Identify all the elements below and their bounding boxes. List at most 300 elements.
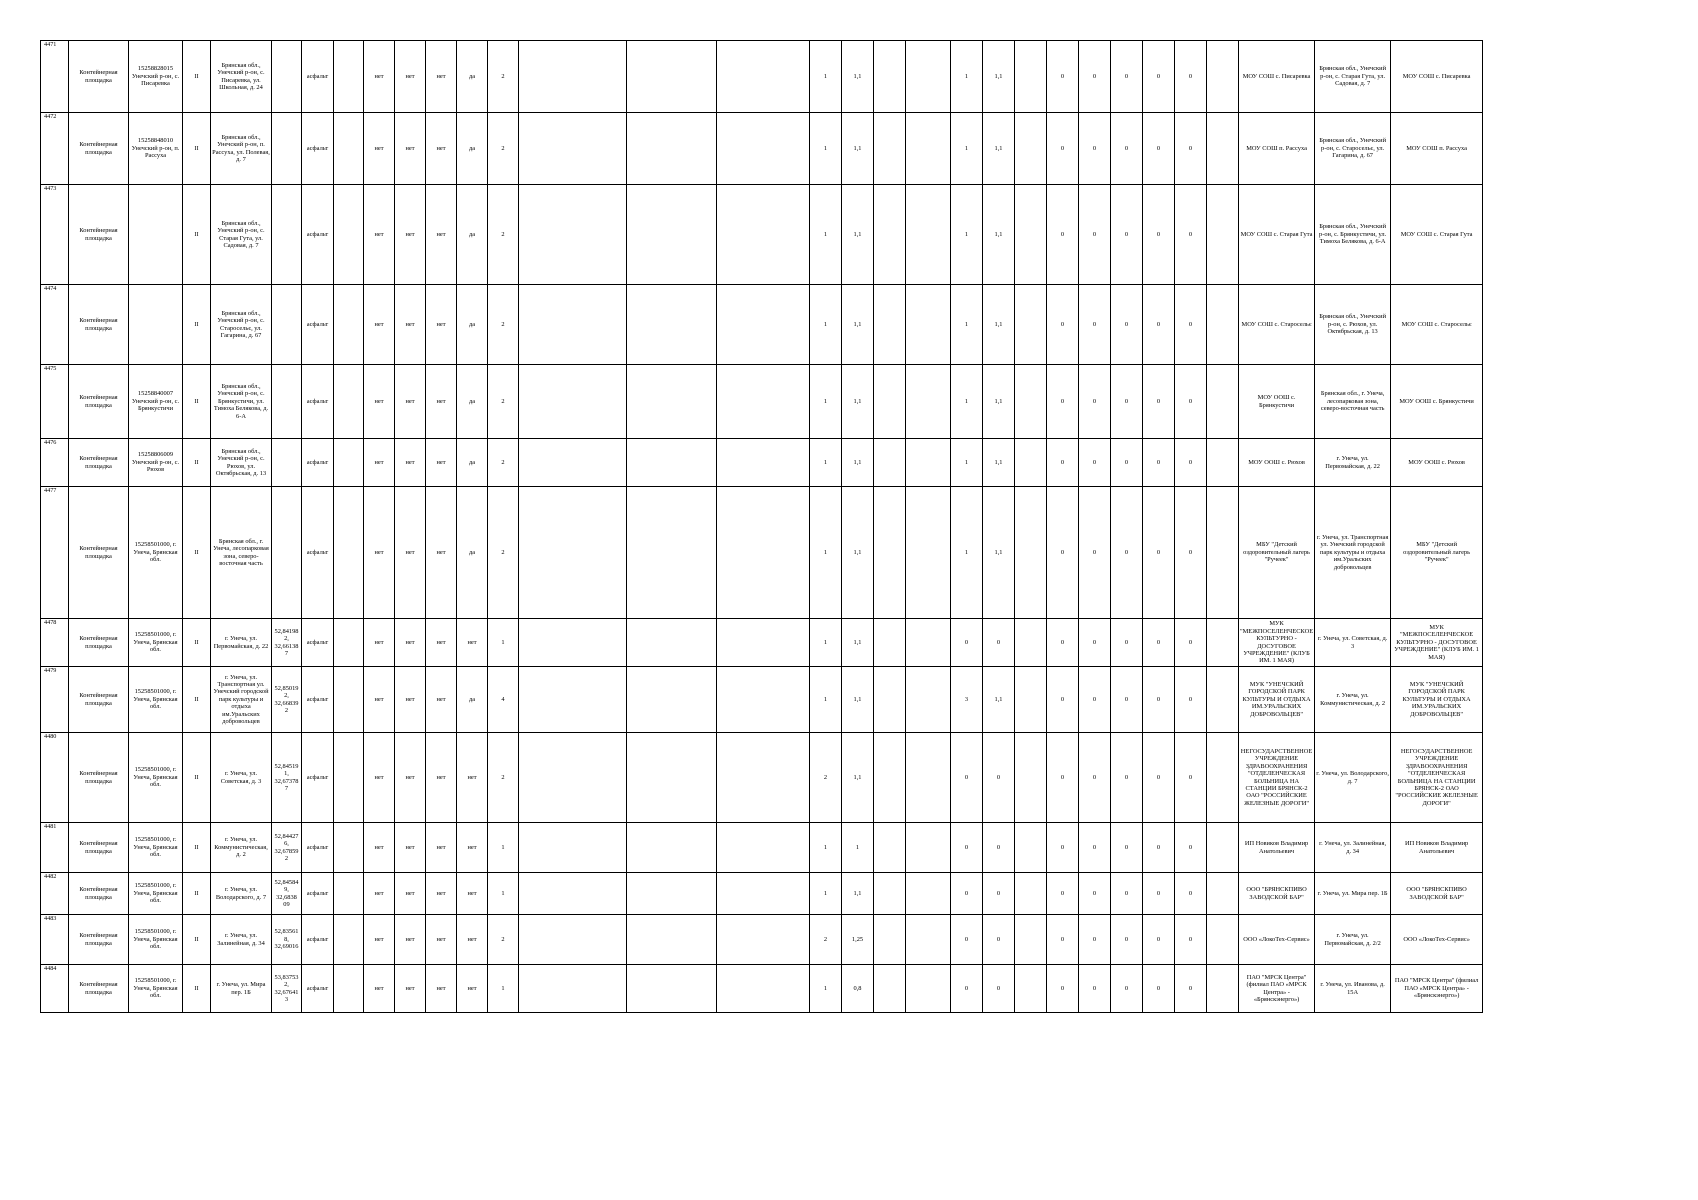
waste-source: ООО «ЛокоТех-Сервис» — [1391, 915, 1483, 965]
zero-value: 0 — [1079, 965, 1111, 1013]
container-count: 1 — [810, 185, 842, 285]
empty-cell — [519, 487, 627, 619]
owner-name: МУК "УНЕЧСКИЙ ГОРОДСКОЙ ПАРК КУЛЬТУРЫ И ОТДЫХА ИМ.УРАЛЬСКИХ ДОБРОВОЛЬЦЕВ" — [1239, 667, 1315, 733]
empty-cell — [1207, 185, 1239, 285]
zero-value: 0 — [1111, 365, 1143, 439]
area-count: 2 — [488, 285, 519, 365]
coordinates — [272, 185, 302, 285]
area-count: 2 — [488, 733, 519, 823]
zero-value: 0 — [1047, 873, 1079, 915]
zero-value: 0 — [1111, 285, 1143, 365]
planned-volume: 0 — [983, 823, 1015, 873]
zero-value: 0 — [1111, 185, 1143, 285]
hazard-class: II — [183, 185, 211, 285]
zero-value: 0 — [1143, 733, 1175, 823]
surface-type: асфальт — [302, 965, 334, 1013]
waste-source: МУК "УНЕЧСКИЙ ГОРОДСКОЙ ПАРК КУЛЬТУРЫ И ОТДЫХА ИМ.УРАЛЬСКИХ ДОБРОВОЛЬЦЕВ" — [1391, 667, 1483, 733]
lighting-flag: нет — [426, 487, 457, 619]
owner-name: МОУ СОШ с. Писаревка — [1239, 41, 1315, 113]
table-row — [41, 439, 1483, 487]
surface-type: асфальт — [302, 439, 334, 487]
empty-cell — [627, 667, 717, 733]
container-count: 1 — [810, 113, 842, 185]
zero-value: 0 — [1175, 873, 1207, 915]
roof-flag: нет — [395, 667, 426, 733]
fence-flag: нет — [364, 823, 395, 873]
roof-flag: нет — [395, 823, 426, 873]
planned-count: 1 — [951, 365, 983, 439]
empty-cell — [1015, 823, 1047, 873]
empty-cell — [334, 439, 364, 487]
empty-cell — [519, 667, 627, 733]
zero-value: 0 — [1111, 873, 1143, 915]
zero-value: 0 — [1175, 965, 1207, 1013]
zero-value: 0 — [1047, 487, 1079, 619]
empty-cell — [874, 915, 906, 965]
container-volume: 1,1 — [842, 113, 874, 185]
roof-flag: нет — [395, 285, 426, 365]
site-address: г. Унеча, ул. Коммунистическая, д. 2 — [211, 823, 272, 873]
zero-value: 0 — [1175, 439, 1207, 487]
empty-cell — [906, 915, 951, 965]
area-count: 2 — [488, 365, 519, 439]
site-type: Контейнерная площадка — [69, 619, 129, 667]
empty-cell — [1015, 285, 1047, 365]
hazard-class: II — [183, 619, 211, 667]
access-flag: нет — [457, 619, 488, 667]
owner-address: г. Унеча, ул. Первомайская, д. 2/2 — [1315, 915, 1391, 965]
surface-type: асфальт — [302, 365, 334, 439]
waste-source: ИП Новиков Владимир Анатольевич — [1391, 823, 1483, 873]
zero-value: 0 — [1175, 285, 1207, 365]
hazard-class: II — [183, 285, 211, 365]
area-count: 2 — [488, 41, 519, 113]
zero-value: 0 — [1143, 185, 1175, 285]
site-address: г. Унеча, ул. Мира пер. 1Б — [211, 965, 272, 1013]
owner-name: НЕГОСУДАРСТВЕННОЕ УЧРЕЖДЕНИЕ ЗДРАВООХРАНЕНИЯ "ОТДЕЛЕНЧЕСКАЯ БОЛЬНИЦА НА СТАНЦИИ БРЯНСК-2 ОАО "РОССИЙСКИЕ ЖЕЛЕЗНЫЕ ДОРОГИ" — [1239, 733, 1315, 823]
planned-count: 0 — [951, 619, 983, 667]
area-count: 1 — [488, 619, 519, 667]
zero-value: 0 — [1047, 965, 1079, 1013]
empty-cell — [1207, 41, 1239, 113]
territory-code: 15258501000, г. Унеча, Брянская обл. — [129, 915, 183, 965]
site-type: Контейнерная площадка — [69, 667, 129, 733]
zero-value: 0 — [1143, 965, 1175, 1013]
empty-cell — [519, 733, 627, 823]
area-count: 1 — [488, 965, 519, 1013]
coordinates — [272, 487, 302, 619]
zero-value: 0 — [1079, 185, 1111, 285]
fence-flag: нет — [364, 965, 395, 1013]
lighting-flag: нет — [426, 965, 457, 1013]
zero-value: 0 — [1111, 619, 1143, 667]
waste-source: МОУ СОШ с. Писаревка — [1391, 41, 1483, 113]
empty-cell — [627, 823, 717, 873]
zero-value: 0 — [1079, 667, 1111, 733]
planned-volume: 0 — [983, 965, 1015, 1013]
owner-address: Брянская обл., Унечский р-он, с. Брянкустичи, ул. Тимоха Белякова, д. 6-А — [1315, 185, 1391, 285]
container-count: 2 — [810, 733, 842, 823]
owner-name: МУК "МЕЖПОСЕЛЕНЧЕСКОЕ КУЛЬТУРНО - ДОСУГОВОЕ УЧРЕЖДЕНИЕ" (КЛУБ ИМ. 1 МАЯ) — [1239, 619, 1315, 667]
empty-cell — [717, 733, 810, 823]
empty-cell — [906, 41, 951, 113]
planned-volume: 1,1 — [983, 439, 1015, 487]
planned-count: 1 — [951, 41, 983, 113]
empty-cell — [874, 439, 906, 487]
surface-type: асфальт — [302, 487, 334, 619]
site-type: Контейнерная площадка — [69, 487, 129, 619]
territory-code: 15258501000, г. Унеча, Брянская обл. — [129, 873, 183, 915]
empty-cell — [906, 365, 951, 439]
site-type: Контейнерная площадка — [69, 185, 129, 285]
waste-source: МОУ СОШ п. Рассуха — [1391, 113, 1483, 185]
access-flag: да — [457, 285, 488, 365]
container-volume: 1,1 — [842, 487, 874, 619]
site-type: Контейнерная площадка — [69, 915, 129, 965]
row-number: 4484 — [41, 965, 69, 1013]
owner-name: ИП Новиков Владимир Анатольевич — [1239, 823, 1315, 873]
access-flag: да — [457, 113, 488, 185]
container-volume: 1,1 — [842, 285, 874, 365]
zero-value: 0 — [1047, 113, 1079, 185]
empty-cell — [1015, 915, 1047, 965]
empty-cell — [717, 823, 810, 873]
empty-cell — [1015, 733, 1047, 823]
zero-value: 0 — [1143, 667, 1175, 733]
coordinates: 52,84519 1, 32,67378 7 — [272, 733, 302, 823]
owner-address: г. Унеча, ул. Первомайская, д. 22 — [1315, 439, 1391, 487]
hazard-class: II — [183, 873, 211, 915]
container-count: 1 — [810, 823, 842, 873]
row-number: 4477 — [41, 487, 69, 619]
roof-flag: нет — [395, 113, 426, 185]
territory-code: 15258828015 Унечский р-он, с. Писаревка — [129, 41, 183, 113]
zero-value: 0 — [1111, 113, 1143, 185]
hazard-class: II — [183, 915, 211, 965]
area-count: 2 — [488, 113, 519, 185]
roof-flag: нет — [395, 965, 426, 1013]
empty-cell — [906, 185, 951, 285]
site-type: Контейнерная площадка — [69, 439, 129, 487]
waste-source: НЕГОСУДАРСТВЕННОЕ УЧРЕЖДЕНИЕ ЗДРАВООХРАНЕНИЯ "ОТДЕЛЕНЧЕСКАЯ БОЛЬНИЦА НА СТАНЦИИ БРЯНСК-2 ОАО "РОССИЙСКИЕ ЖЕЛЕЗНЫЕ ДОРОГИ" — [1391, 733, 1483, 823]
row-number: 4471 — [41, 41, 69, 113]
row-number: 4474 — [41, 285, 69, 365]
coordinates: 53,83753 2, 32,67641 3 — [272, 965, 302, 1013]
site-type: Контейнерная площадка — [69, 285, 129, 365]
empty-cell — [717, 365, 810, 439]
planned-volume: 0 — [983, 915, 1015, 965]
fence-flag: нет — [364, 113, 395, 185]
empty-cell — [874, 185, 906, 285]
owner-address: г. Унеча, ул. Иванова, д. 15А — [1315, 965, 1391, 1013]
zero-value: 0 — [1047, 185, 1079, 285]
access-flag: нет — [457, 873, 488, 915]
zero-value: 0 — [1175, 823, 1207, 873]
table-row — [41, 41, 1483, 113]
site-address: г. Унеча, ул. Залинейная, д. 34 — [211, 915, 272, 965]
access-flag: нет — [457, 915, 488, 965]
roof-flag: нет — [395, 733, 426, 823]
owner-address: г. Унеча, ул. Володарского, д. 7 — [1315, 733, 1391, 823]
area-count: 2 — [488, 439, 519, 487]
territory-code: 15258501000, г. Унеча, Брянская обл. — [129, 965, 183, 1013]
empty-cell — [717, 487, 810, 619]
fence-flag: нет — [364, 185, 395, 285]
empty-cell — [906, 667, 951, 733]
container-volume: 1,1 — [842, 667, 874, 733]
zero-value: 0 — [1111, 965, 1143, 1013]
owner-address: г. Унеча, ул. Коммунистическая, д. 2 — [1315, 667, 1391, 733]
access-flag: нет — [457, 965, 488, 1013]
owner-address: г. Унеча, ул. Транспортная ул. Унечский городской парк культуры и отдыха им.Уральских добровольцев — [1315, 487, 1391, 619]
waste-source: МОУ ООШ с. Брянкустичи — [1391, 365, 1483, 439]
empty-cell — [874, 619, 906, 667]
fence-flag: нет — [364, 619, 395, 667]
zero-value: 0 — [1143, 873, 1175, 915]
owner-name: МОУ СОШ п. Рассуха — [1239, 113, 1315, 185]
planned-count: 0 — [951, 873, 983, 915]
empty-cell — [334, 733, 364, 823]
owner-address: Брянская обл., Унечский р-он, с. Старая Гута, ул. Садовая, д. 7 — [1315, 41, 1391, 113]
empty-cell — [1207, 439, 1239, 487]
planned-volume: 1,1 — [983, 285, 1015, 365]
zero-value: 0 — [1143, 439, 1175, 487]
access-flag: да — [457, 365, 488, 439]
empty-cell — [874, 823, 906, 873]
container-count: 1 — [810, 487, 842, 619]
zero-value: 0 — [1143, 365, 1175, 439]
table-row — [41, 873, 1483, 915]
zero-value: 0 — [1175, 41, 1207, 113]
surface-type: асфальт — [302, 667, 334, 733]
zero-value: 0 — [1079, 285, 1111, 365]
table-row — [41, 667, 1483, 733]
zero-value: 0 — [1111, 487, 1143, 619]
empty-cell — [627, 113, 717, 185]
empty-cell — [334, 41, 364, 113]
coordinates: 52,83561 8, 32,69016 — [272, 915, 302, 965]
lighting-flag: нет — [426, 619, 457, 667]
planned-volume: 0 — [983, 733, 1015, 823]
zero-value: 0 — [1175, 619, 1207, 667]
empty-cell — [519, 113, 627, 185]
area-count: 2 — [488, 915, 519, 965]
empty-cell — [334, 113, 364, 185]
container-sites-table — [40, 40, 1483, 1013]
empty-cell — [519, 915, 627, 965]
zero-value: 0 — [1143, 619, 1175, 667]
empty-cell — [1015, 619, 1047, 667]
owner-name: МОУ СОШ с. Старая Гута — [1239, 185, 1315, 285]
roof-flag: нет — [395, 365, 426, 439]
row-number: 4479 — [41, 667, 69, 733]
empty-cell — [519, 41, 627, 113]
planned-count: 0 — [951, 733, 983, 823]
empty-cell — [1207, 365, 1239, 439]
coordinates: 52,84584 9, 32,6838 09 — [272, 873, 302, 915]
row-number: 4481 — [41, 823, 69, 873]
empty-cell — [1207, 873, 1239, 915]
planned-volume: 1,1 — [983, 41, 1015, 113]
container-volume: 1,1 — [842, 619, 874, 667]
waste-source: ПАО "МРСК Центра" (филиал ПАО «МРСК Центра» - «Брянскэнерго») — [1391, 965, 1483, 1013]
container-volume: 1,1 — [842, 439, 874, 487]
site-address: Брянская обл., г. Унеча, лесопарковая зона, северо-восточная часть — [211, 487, 272, 619]
empty-cell — [906, 733, 951, 823]
lighting-flag: нет — [426, 113, 457, 185]
planned-count: 0 — [951, 823, 983, 873]
area-count: 1 — [488, 873, 519, 915]
container-count: 1 — [810, 285, 842, 365]
waste-source: МОУ ООШ с. Рюхов — [1391, 439, 1483, 487]
empty-cell — [874, 365, 906, 439]
empty-cell — [627, 915, 717, 965]
access-flag: да — [457, 487, 488, 619]
zero-value: 0 — [1175, 667, 1207, 733]
roof-flag: нет — [395, 487, 426, 619]
surface-type: асфальт — [302, 915, 334, 965]
empty-cell — [627, 873, 717, 915]
empty-cell — [1015, 667, 1047, 733]
table-row — [41, 823, 1483, 873]
empty-cell — [1207, 733, 1239, 823]
empty-cell — [1207, 113, 1239, 185]
roof-flag: нет — [395, 915, 426, 965]
empty-cell — [906, 113, 951, 185]
empty-cell — [906, 965, 951, 1013]
planned-count: 1 — [951, 285, 983, 365]
coordinates — [272, 113, 302, 185]
table-row — [41, 733, 1483, 823]
empty-cell — [1015, 487, 1047, 619]
hazard-class: II — [183, 965, 211, 1013]
territory-code: 15258806009 Унечский р-он, с. Рюхов — [129, 439, 183, 487]
row-number: 4482 — [41, 873, 69, 915]
container-count: 1 — [810, 667, 842, 733]
surface-type: асфальт — [302, 113, 334, 185]
container-volume: 0,8 — [842, 965, 874, 1013]
zero-value: 0 — [1079, 113, 1111, 185]
lighting-flag: нет — [426, 667, 457, 733]
container-count: 1 — [810, 365, 842, 439]
zero-value: 0 — [1111, 667, 1143, 733]
site-address: Брянская обл., Унечский р-он, с. Рюхов, ул. Октябрьская, д. 13 — [211, 439, 272, 487]
empty-cell — [519, 365, 627, 439]
owner-address: Брянская обл., г. Унеча, лесопарковая зона, северо-восточная часть — [1315, 365, 1391, 439]
site-address: г. Унеча, ул. Советская, д. 3 — [211, 733, 272, 823]
territory-code: 15258501000, г. Унеча, Брянская обл. — [129, 667, 183, 733]
zero-value: 0 — [1047, 915, 1079, 965]
zero-value: 0 — [1079, 915, 1111, 965]
zero-value: 0 — [1175, 487, 1207, 619]
empty-cell — [1015, 873, 1047, 915]
zero-value: 0 — [1175, 915, 1207, 965]
zero-value: 0 — [1111, 733, 1143, 823]
empty-cell — [519, 965, 627, 1013]
access-flag: да — [457, 185, 488, 285]
empty-cell — [519, 285, 627, 365]
site-address: г. Унеча, ул. Первомайская, д. 22 — [211, 619, 272, 667]
hazard-class: II — [183, 487, 211, 619]
empty-cell — [519, 873, 627, 915]
empty-cell — [519, 185, 627, 285]
empty-cell — [906, 285, 951, 365]
row-number: 4472 — [41, 113, 69, 185]
container-count: 1 — [810, 439, 842, 487]
empty-cell — [1207, 487, 1239, 619]
planned-volume: 1,1 — [983, 185, 1015, 285]
zero-value: 0 — [1143, 41, 1175, 113]
empty-cell — [874, 113, 906, 185]
lighting-flag: нет — [426, 41, 457, 113]
empty-cell — [334, 915, 364, 965]
row-number: 4475 — [41, 365, 69, 439]
empty-cell — [874, 873, 906, 915]
container-count: 1 — [810, 41, 842, 113]
empty-cell — [717, 965, 810, 1013]
empty-cell — [1015, 965, 1047, 1013]
planned-volume: 1,1 — [983, 365, 1015, 439]
empty-cell — [906, 873, 951, 915]
waste-source: МБУ "Детский оздоровительный лагерь "Ручеек" — [1391, 487, 1483, 619]
empty-cell — [717, 619, 810, 667]
planned-count: 1 — [951, 113, 983, 185]
fence-flag: нет — [364, 487, 395, 619]
zero-value: 0 — [1079, 873, 1111, 915]
zero-value: 0 — [1111, 41, 1143, 113]
empty-cell — [717, 113, 810, 185]
site-type: Контейнерная площадка — [69, 965, 129, 1013]
planned-volume: 1,1 — [983, 487, 1015, 619]
territory-code: 15258501000, г. Унеча, Брянская обл. — [129, 823, 183, 873]
owner-name: МОУ СОШ с. Старосельє — [1239, 285, 1315, 365]
table-row — [41, 915, 1483, 965]
owner-address: Брянская обл., Унечский р-он, с. Рюхов, ул. Октябрьская, д. 13 — [1315, 285, 1391, 365]
row-number: 4483 — [41, 915, 69, 965]
waste-source: МОУ СОШ с. Старосельє — [1391, 285, 1483, 365]
zero-value: 0 — [1079, 619, 1111, 667]
fence-flag: нет — [364, 667, 395, 733]
site-address: Брянская обл., Унечский р-он, с. Старая Гута, ул. Садовая, д. 7 — [211, 185, 272, 285]
container-volume: 1 — [842, 823, 874, 873]
site-type: Контейнерная площадка — [69, 365, 129, 439]
empty-cell — [906, 439, 951, 487]
surface-type: асфальт — [302, 619, 334, 667]
territory-code — [129, 185, 183, 285]
empty-cell — [874, 41, 906, 113]
zero-value: 0 — [1175, 733, 1207, 823]
access-flag: нет — [457, 733, 488, 823]
zero-value: 0 — [1047, 285, 1079, 365]
territory-code: 15258501000, г. Унеча, Брянская обл. — [129, 487, 183, 619]
lighting-flag: нет — [426, 439, 457, 487]
coordinates: 52,84427 6, 32,67859 2 — [272, 823, 302, 873]
site-type: Контейнерная площадка — [69, 733, 129, 823]
fence-flag: нет — [364, 733, 395, 823]
zero-value: 0 — [1047, 439, 1079, 487]
access-flag: да — [457, 667, 488, 733]
owner-name: ООО "БРЯНСКПИВО ЗАВОДСКОЙ БАР" — [1239, 873, 1315, 915]
zero-value: 0 — [1047, 41, 1079, 113]
access-flag: да — [457, 41, 488, 113]
owner-address: г. Унеча, ул. Мира пер. 1Б — [1315, 873, 1391, 915]
table-row — [41, 185, 1483, 285]
container-count: 1 — [810, 619, 842, 667]
empty-cell — [334, 619, 364, 667]
zero-value: 0 — [1143, 823, 1175, 873]
surface-type: асфальт — [302, 873, 334, 915]
planned-count: 0 — [951, 915, 983, 965]
